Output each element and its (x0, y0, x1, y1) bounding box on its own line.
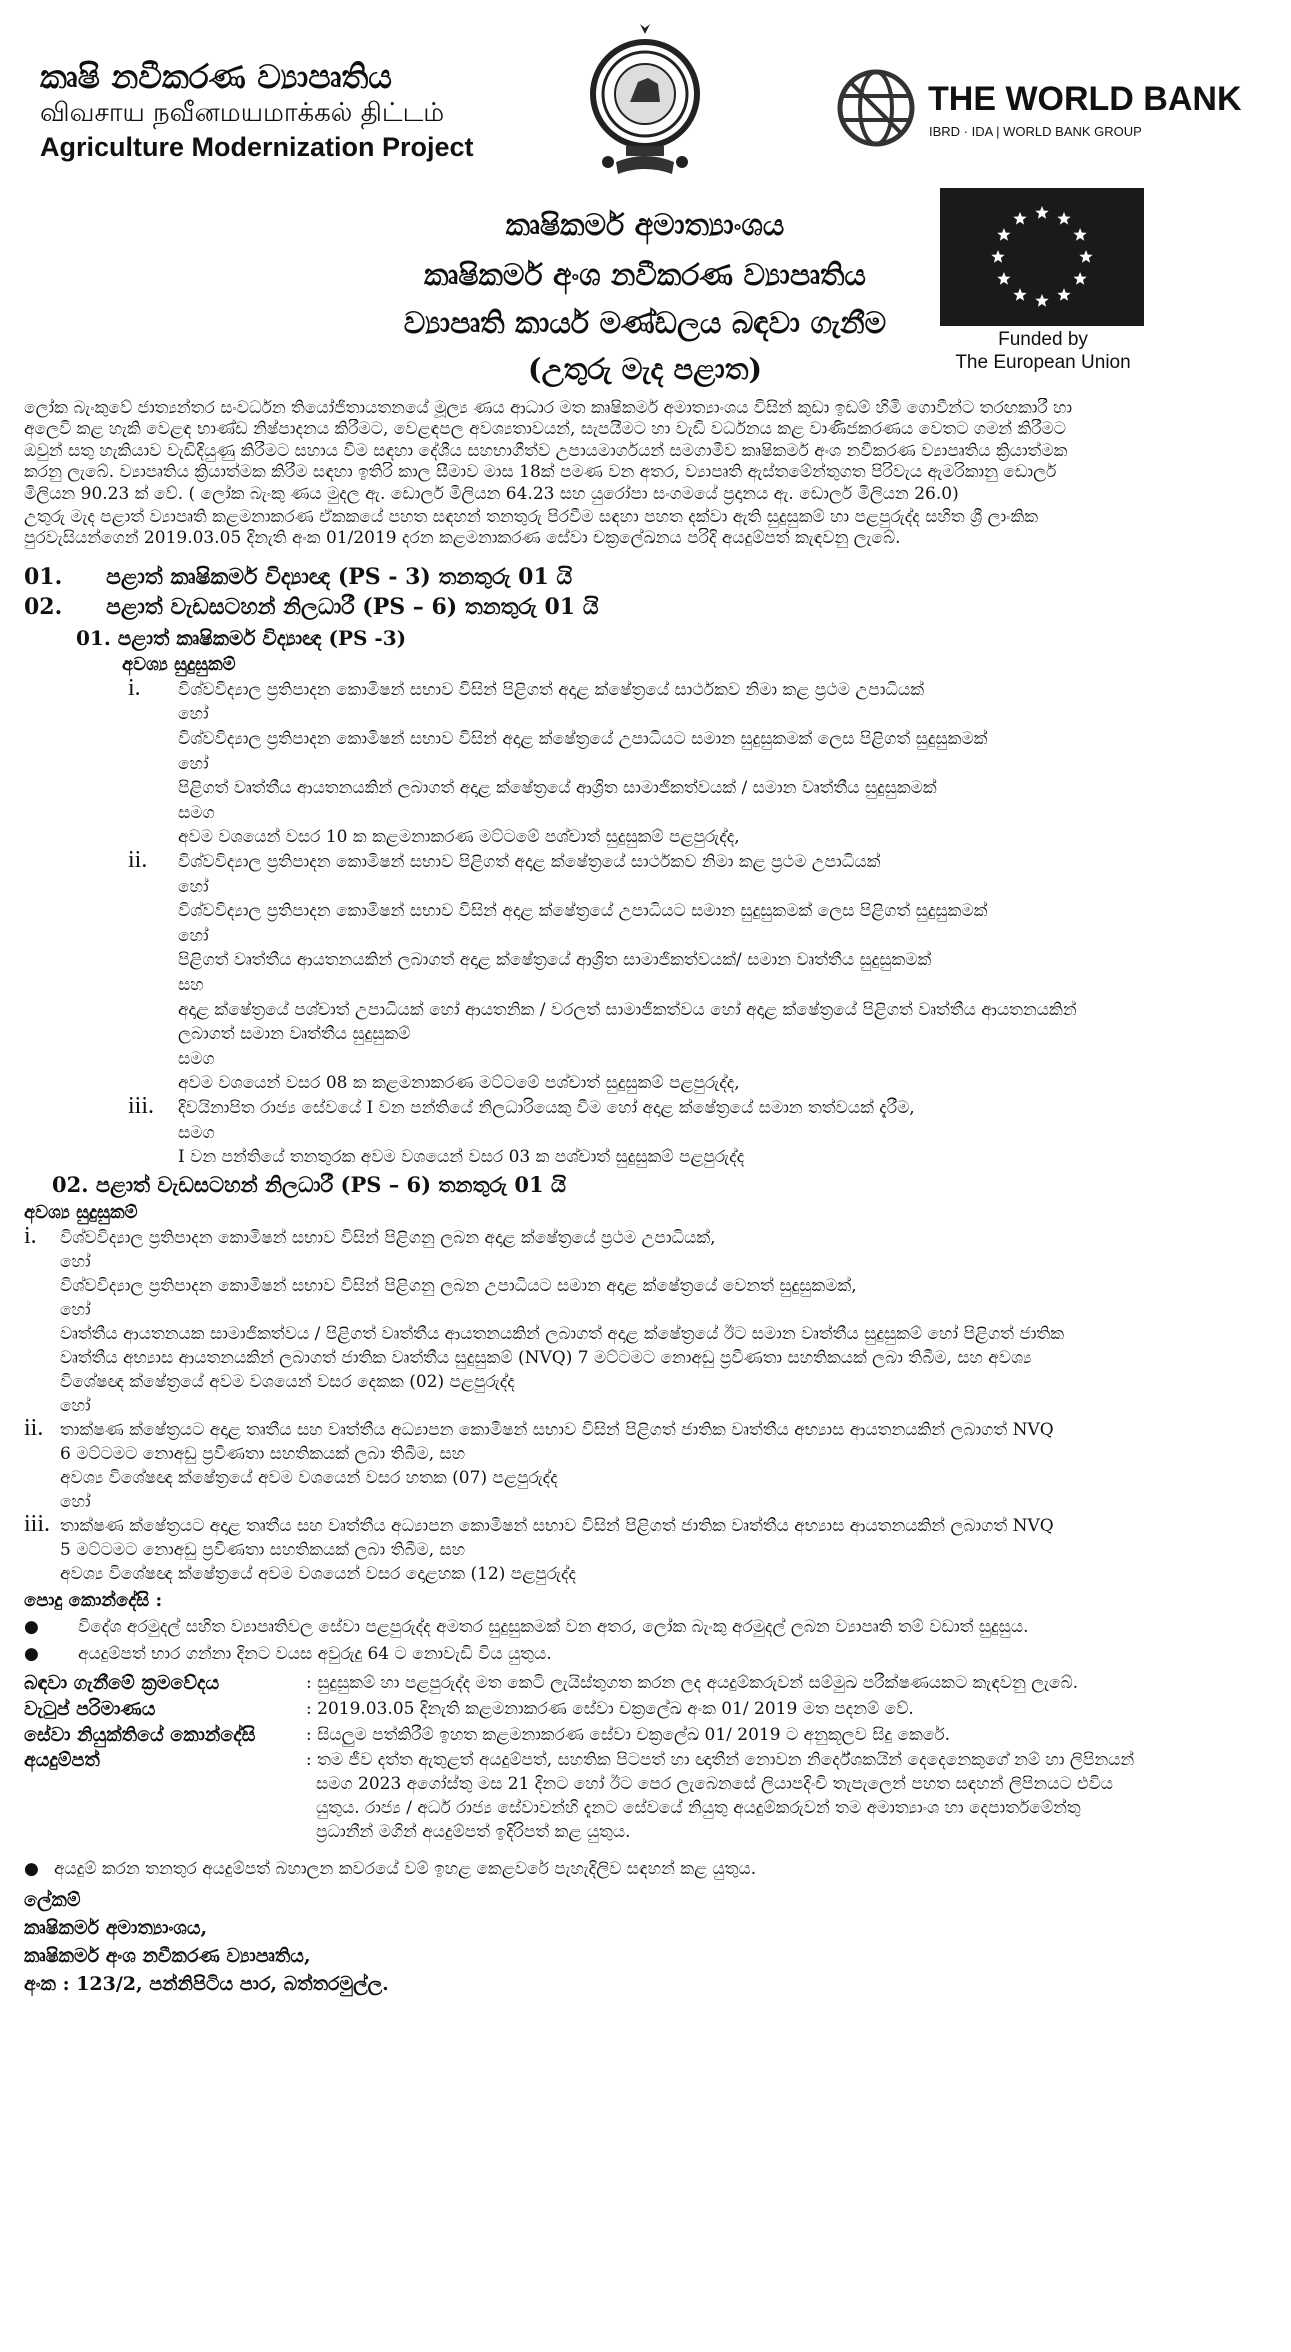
eu-star-icon (997, 272, 1010, 285)
signature-line: අංක : 123/2, පන්නිපිටිය පාර, බත්තරමුල්ල. (24, 1972, 389, 1995)
eu-caption-line-2: The European Union (955, 352, 1131, 373)
requirement-line: තාක්ෂණ ක්ෂේත්‍රයට අදාළ තෘතීය සහ වෘත්තීය අධ්‍යාපන කොමිෂන් සභාව විසින් පිළිගත් ජාතික වෘත්තීය අභ්‍යාස ආයතනයකින් ලබාගත් NVQ (60, 1515, 1054, 1536)
intro-line: කරනු ලැබේ. ව්‍යාපෘතිය ක්‍රියාත්මක කිරීම සඳහා ඉතිරි කාල සීමාව මාස 18ක් පමණ වන අතර, ව්‍යාපෘති ඇස්තමේන්තුගත පිරිවැය ඇමරිකානු ඩොලර් (24, 462, 1057, 483)
requirement-line: විශ්වවිද්‍යාල ප්‍රතිපාදන කොමිෂන් සභාව විසින් අදාළ ක්ෂේත්‍රයේ උපාධියට සමාන සුදුසුකමක් ලෙස පිළිගත් සුදුසුකමක් (178, 901, 988, 922)
detail-row (24, 1670, 1264, 1696)
application-line: ප්‍රධානීන් මගින් අයදුම්පත් ඉදිරිපත් කළ යුතුය. (316, 1821, 631, 1842)
condition-text: විදේශ අරමුදල් සහිත ව්‍යාපෘතිවල සේවා පළපුරුද්ද අමතර සුදුසුකමක් වන අතර, ලෝක බැංකු අරමුදල් ලබන ව්‍යාපෘති තම් වඩාත් සුදුසුය. (78, 1616, 1029, 1637)
world-bank-subtitle: IBRD · IDA | WORLD BANK GROUP (929, 124, 1142, 139)
requirement-line: හෝ (178, 925, 209, 946)
requirement-line: අවශ්‍ය විශේෂඥ ක්ෂේත්‍රයේ අවම වශයෙන් වසර හතක (07) පළපුරුද්ද (60, 1467, 558, 1488)
application-text (306, 1748, 1264, 1844)
project-logo-text (40, 57, 474, 164)
intro-line: ඔවුන් සතු හැකියාව වැඩිදියුණු කිරීමට සහාය වීම සඳහා දේශීය සහභාගීත්ව උපායමාර්ගයන් සමගාමීව කෘෂිකර්ම අංශ නවීකරණ ව්‍යාපෘතිය ක්‍රියාත්මක (24, 440, 1068, 461)
bullet-icon: ● (24, 1643, 39, 1664)
eu-star-icon (1013, 288, 1026, 301)
requirement-line: හෝ (178, 753, 209, 774)
eu-star-icon (1079, 250, 1092, 263)
roman-numeral: ii. (128, 847, 148, 873)
intro-line: අලෙවි කළ හැකි වෙළඳ භාණ්ඩ නිෂ්පාදනය කිරීමට, වෙළඳපල අවශ්‍යතාවයන්, සැපයීමට හා වැඩි වර්ධනය කළ වාණිජකරණය වෙතට ගමන් කිරීමට (24, 419, 1066, 440)
project-name-tamil: விவசாய நவீனமயமாக்கல் திட்டம் (40, 98, 445, 128)
globe-icon (836, 68, 916, 148)
section-1-items (24, 674, 1264, 1170)
requirement-line: හෝ (60, 1251, 91, 1272)
project-name-sinhala: කෘෂි නවීකරණ ව්‍යාපෘතිය (40, 57, 392, 96)
requirement-item (24, 847, 1264, 1096)
requirement-item (24, 674, 1264, 850)
intro-line: මිලියන 90.23 ක් වේ. ( ලෝක බැංකු ණය මුදල ඇ. ඩොලර් මිලියන 64.23 සහ යුරෝපා සංගමයේ ප්‍රදානය ඇ. ඩොලර් මිලියන 26.0) (24, 483, 959, 504)
detail-value: : 2019.03.05 දිනැති කළමනාකරණ සේවා චක්‍රලේඛ අංක 01/ 2019 මත පදනම් වේ. (306, 1698, 914, 1719)
signature-block (24, 1886, 1264, 1998)
eu-star-icon (1035, 294, 1048, 307)
requirement-item (24, 1510, 1264, 1586)
signature-line: කෘෂිකර්ම අංශ නවීකරණ ව්‍යාපෘතිය, (24, 1944, 311, 1967)
detail-value: : සුදුසුකම් හා පළපුරුද්ද මත කෙටි ලැයිස්තුගත කරන ලද අයදුම්කරුවන් සම්මුඛ පරීක්ෂණයකට කැඳවනු ලැබේ. (306, 1672, 1079, 1693)
position-number: 01. (24, 563, 63, 590)
requirement-line: විශ්වවිද්‍යාල ප්‍රතිපාදන කොමිෂන් සභාව විසින් පිළිගනු ලබන උපාධියට සමාන අදාළ ක්ෂේත්‍රයේ වෙනත් සුදුසුකමක්, (60, 1275, 857, 1296)
intro-paragraph (24, 398, 1264, 505)
project-title: කෘෂිකර්ම අංශ නවීකරණ ව්‍යාපෘතිය (423, 258, 867, 293)
requirement-line: විශ්වවිද්‍යාල ප්‍රතිපාදන කොමිෂන් සභාව විසින් අදාළ ක්ෂේත්‍රයේ උපාධියට සමාන සුදුසුකමක් ලෙස පිළිගත් සුදුසුකමක් (178, 729, 988, 750)
requirement-line: සමග (178, 1048, 215, 1069)
requirement-line: අදාළ ක්ෂේත්‍රයේ පශ්චාත් උපාධියක් හෝ ආයතනික / වරලත් සාමාජිකත්වය හෝ අදාළ ක්ෂේත්‍රයේ පිළිගත් වෘත්තීය ආයතනයකින් (178, 999, 1077, 1020)
requirement-line: හෝ (178, 704, 209, 725)
roman-numeral: iii. (128, 1092, 155, 1119)
sri-lanka-emblem-icon (586, 22, 704, 182)
requirement-line: අවම වශයෙන් වසර 08 ක කළමනාකරණ මට්ටමේ පශ්චාත් සුදුසුකම් පළපුරුද්ද, (178, 1073, 740, 1094)
detail-row (24, 1722, 1264, 1748)
section-2 (24, 1170, 1264, 1586)
section-1-requirements-heading: අවශ්‍ය සුදුසුකම් (122, 653, 236, 675)
condition-text: අයදුම්පත් භාර ගන්නා දිනට වයස අවුරුදු 64 ට නොවැඩි විය යුතුය. (78, 1643, 552, 1664)
section-2-heading: 02. පළාත් වැඩසටහන් නිලධාරී (PS – 6) තනතුරු 01 යි (52, 1171, 567, 1197)
requirement-line: පිළිගත් වෘත්තීය ආයතනයකින් ලබාගත් අදාළ ක්ෂේත්‍රයේ ආශ්‍රිත සාමාජිකත්වයක්/ සමාන වෘත්තීය සුදුසුකමක් (178, 950, 932, 971)
intro-line: උතුරු මැද පළාත් ව්‍යාපෘති කළමනාකරණ ඒකකයේ පහත සඳහන් තනතුරු පිරවීම සඳහා පහත දක්වා ඇති සුදුසුකම් හා පළපුරුද්ද සහිත ශ්‍රී ලාංකික (24, 507, 1039, 528)
position-title: පළාත් කෘෂිකර්ම විද්‍යාඥ (PS - 3) තනතුරු 01 යි (106, 563, 573, 590)
general-conditions-heading: පොදු කොන්දේසි : (24, 1589, 163, 1611)
signature-line: කෘෂිකර්ම අමාත්‍යාංශය, (24, 1916, 208, 1939)
world-bank-name: THE WORLD BANK (928, 80, 1242, 118)
eu-star-icon (1073, 228, 1086, 241)
roman-numeral: i. (24, 1222, 37, 1249)
final-note (24, 1852, 1264, 1886)
general-conditions (24, 1588, 1264, 1668)
eu-caption-line-1: Funded by (998, 329, 1088, 350)
detail-key: බඳවා ගැනීමේ ක්‍රමවේදය (24, 1671, 220, 1694)
requirement-line: පිළිගත් වෘත්තීය ආයතනයකින් ලබාගත් අදාළ ක්ෂේත්‍රයේ ආශ්‍රිත සාමාජිකත්වයක් / සමාන වෘත්තීය සුදුසුකමක් (178, 778, 937, 799)
eu-star-icon (997, 228, 1010, 241)
requirement-line: දිවයිනාපිත රාජ්‍ය සේවයේ I වන පන්තියේ නිලධාරියෙකු වීම හෝ අදාළ ක්ෂේත්‍රයේ සමාන තත්වයක් දැරීම, (178, 1097, 915, 1118)
position-item (24, 562, 1264, 592)
final-note-text: අයදුම් කරන තනතුර අයදුම්පත් බහාලන කවරයේ වම් ඉහළ කෙළවරේ පැහැදිලිව සඳහන් කළ යුතුය. (54, 1858, 757, 1879)
position-item (24, 592, 1264, 622)
requirement-line: හෝ (60, 1299, 91, 1320)
requirement-line: සමග (178, 1122, 215, 1143)
bullet-icon: ● (24, 1858, 39, 1879)
requirement-line: විශ්වවිද්‍යාල ප්‍රතිපාදන කොමිෂන් සභාව විසින් පිළිගත් අදාළ ක්ෂේත්‍රයේ සාර්ථකව නිමා කළ ප්‍රථම උපාධියක් (178, 679, 925, 700)
positions-list (24, 562, 1264, 622)
requirement-line: 5 මට්ටමට නොඅඩු ප්‍රවීණතා සහතිකයක් ලබා තිබීම, සහ (60, 1539, 466, 1560)
requirement-line: හෝ (178, 876, 209, 897)
requirement-line: විශ්වවිද්‍යාල ප්‍රතිපාදන කොමිෂන් සභාව පිළිගත් අදාළ ක්ෂේත්‍රයේ සාර්ථකව නිමා කළ ප්‍රථම උපාධියක් (178, 852, 881, 872)
condition-item (24, 1641, 1264, 1668)
ministry-title: කෘෂිකර්ම අමාත්‍යාංශය (505, 208, 785, 243)
requirement-line: වෘත්තීය ආයතනයක සාමාජිකත්වය / පිළිගත් වෘත්තීය ආයතනයකින් ලබාගත් අදාළ ක්ෂේත්‍රයේ ඊට සමාන වෘත්තීය සුදුසුකම් හෝ පිළිගත් ජාතික (60, 1323, 1065, 1344)
eu-star-icon (1057, 288, 1070, 301)
requirement-item (24, 1092, 1264, 1170)
intro-paragraph-2 (24, 507, 1264, 550)
section-2-requirements-heading: අවශ්‍ය සුදුසුකම් (24, 1201, 138, 1223)
detail-row (24, 1696, 1264, 1722)
requirement-line: 6 මට්ටමට නොඅඩු ප්‍රවීණතා සහතිකයක් ලබා තිබීම, සහ (60, 1443, 466, 1464)
bullet-icon: ● (24, 1616, 39, 1637)
section-2-items (24, 1222, 1264, 1586)
eu-star-icon (991, 250, 1004, 263)
world-bank-logo (836, 68, 1242, 148)
eu-star-icon (1013, 212, 1026, 225)
requirement-line: ලබාගත් සමාන වෘත්තීය සුදුසුකම් (178, 1024, 411, 1045)
eu-flag-icon (940, 188, 1144, 326)
eu-star-icon (1073, 272, 1086, 285)
detail-key: සේවා නියුක්තියේ කොන්දේසි (24, 1723, 256, 1746)
requirement-line: හෝ (60, 1395, 91, 1416)
requirement-line: විශ්වවිද්‍යාල ප්‍රතිපාදන කොමිෂන් සභාව විසින් පිළිගනු ලබන අදාළ ක්ෂේත්‍රයේ ප්‍රථම උපාධියක්, (60, 1227, 716, 1248)
roman-numeral: iii. (24, 1510, 51, 1537)
condition-item (24, 1614, 1264, 1641)
detail-key: වැටුප් පරිමාණය (24, 1697, 156, 1720)
section-1-heading: 01. පළාත් කෘෂිකර්ම විද්‍යාඥ (PS -3) (76, 625, 407, 650)
position-title: පළාත් වැඩසටහන් නිලධාරී (PS – 6) තනතුරු 01 යි (106, 593, 599, 620)
application-row (24, 1748, 1264, 1852)
position-number: 02. (24, 593, 63, 620)
requirement-line: අවශ්‍ය විශේෂඥ ක්ෂේත්‍රයේ අවම වශයෙන් වසර දොළහක (12) පළපුරුද්ද (60, 1563, 577, 1584)
detail-value: : සියලුම පත්කිරීම් ඉහත කළමනාකරණ සේවා චක්‍රලේඛ 01/ 2019 ට අනුකූලව සිදු කෙරේ. (306, 1724, 951, 1745)
requirement-item (24, 1414, 1264, 1514)
section-1 (24, 624, 1264, 1170)
roman-numeral: ii. (24, 1414, 44, 1441)
requirement-line: තාක්ෂණ ක්ෂේත්‍රයට අදාළ තෘතීය සහ වෘත්තීය අධ්‍යාපන කොමිෂන් සභාව විසින් පිළිගත් ජාතික වෘත්තීය අභ්‍යාස ආයතනයකින් ලබාගත් NVQ (60, 1419, 1054, 1440)
application-line: : තම ජීව දත්ත ඇතුළත් අයදුම්පත්, සහතික පිටපත් හා ඥාතීන් නොවන නිර්දේශකයින් දෙදෙනෙකුගේ නම් හා ලිපිනයන් (306, 1749, 1135, 1770)
recruitment-details (24, 1670, 1264, 1852)
project-name-english: Agriculture Modernization Project (40, 132, 474, 162)
requirement-line: හෝ (60, 1491, 91, 1512)
requirement-line: I වන පන්තියේ තනතුරක අවම වශයෙන් වසර 03 ක පශ්චාත් සුදුසුකම් පළපුරුද්ද (178, 1147, 745, 1168)
requirement-line: අවම වශයෙන් වසර 10 ක කළමනාකරණ මට්ටමේ පශ්චාත් සුදුසුකම් පළපුරුද්ද, (178, 827, 740, 848)
requirement-line: සහ (178, 974, 204, 995)
requirement-line: වෘත්තීය අභ්‍යාස ආයතනයකින් ලබාගත් ජාතික වෘත්තීය සුදුසුකම් (NVQ) 7 මට්ටමට නොඅඩු ප්‍රවීණතා සහතිකයක් ලබා තිබීම, සහ අවශ්‍ය (60, 1347, 1032, 1368)
province-title: (උතුරු මැද පළාත) (527, 352, 763, 386)
application-line: සමග 2023 අගෝස්තු මස 21 දිනට හෝ ඊට පෙර ලැබෙනසේ ලියාපදිංචි තැපැලෙන් පහත සඳහන් ලිපිනයට එවිය (316, 1773, 1114, 1794)
requirement-line: සමග (178, 802, 215, 823)
roman-numeral: i. (128, 674, 141, 701)
eu-star-icon (1035, 206, 1048, 219)
requirement-item (24, 1222, 1264, 1418)
recruitment-title: ව්‍යාපෘති කාර්ය මණ්ඩලය බඳවා ගැනීම (403, 306, 887, 341)
application-key: අයදුම්පත් (24, 1748, 100, 1771)
advertisement-body (24, 398, 1264, 1998)
signature-line: ලේකම් (24, 1888, 81, 1911)
eu-star-icon (1057, 212, 1070, 225)
application-line: යුතුය. රාජ්‍ය / අර්ධ රාජ්‍ය සේවාවන්හි දැනට සේවයේ නියුතු අයදුම්කරුවන් තම අමාත්‍යාංශ හා දෙපාර්තමේන්තු (316, 1797, 1081, 1818)
intro-line: ලෝක බැංකුවේ ජාත්‍යන්තර සංවර්ධන තියෝජිතායතනයේ මූල්‍ය ණය ආධාර මත කෘෂිකර්ම අමාත්‍යාංශය විසින් කුඩා ඉඩම් හිමි ගොවීන්ට තරඟකාරී හා (24, 398, 1073, 418)
requirement-line: විශේෂඥ ක්ෂේත්‍රයේ අවම වශයෙන් වසර දෙකක (02) පළපුරුද්ද (60, 1371, 515, 1392)
intro-line: පුරවැසියන්ගෙන් 2019.03.05 දිනැති අංක 01/2019 දරන කළමනාකරණ සේවා චක්‍රලේඛනය පරිදි අයදුම්පත් කැඳවනු ලැබේ. (24, 528, 901, 549)
